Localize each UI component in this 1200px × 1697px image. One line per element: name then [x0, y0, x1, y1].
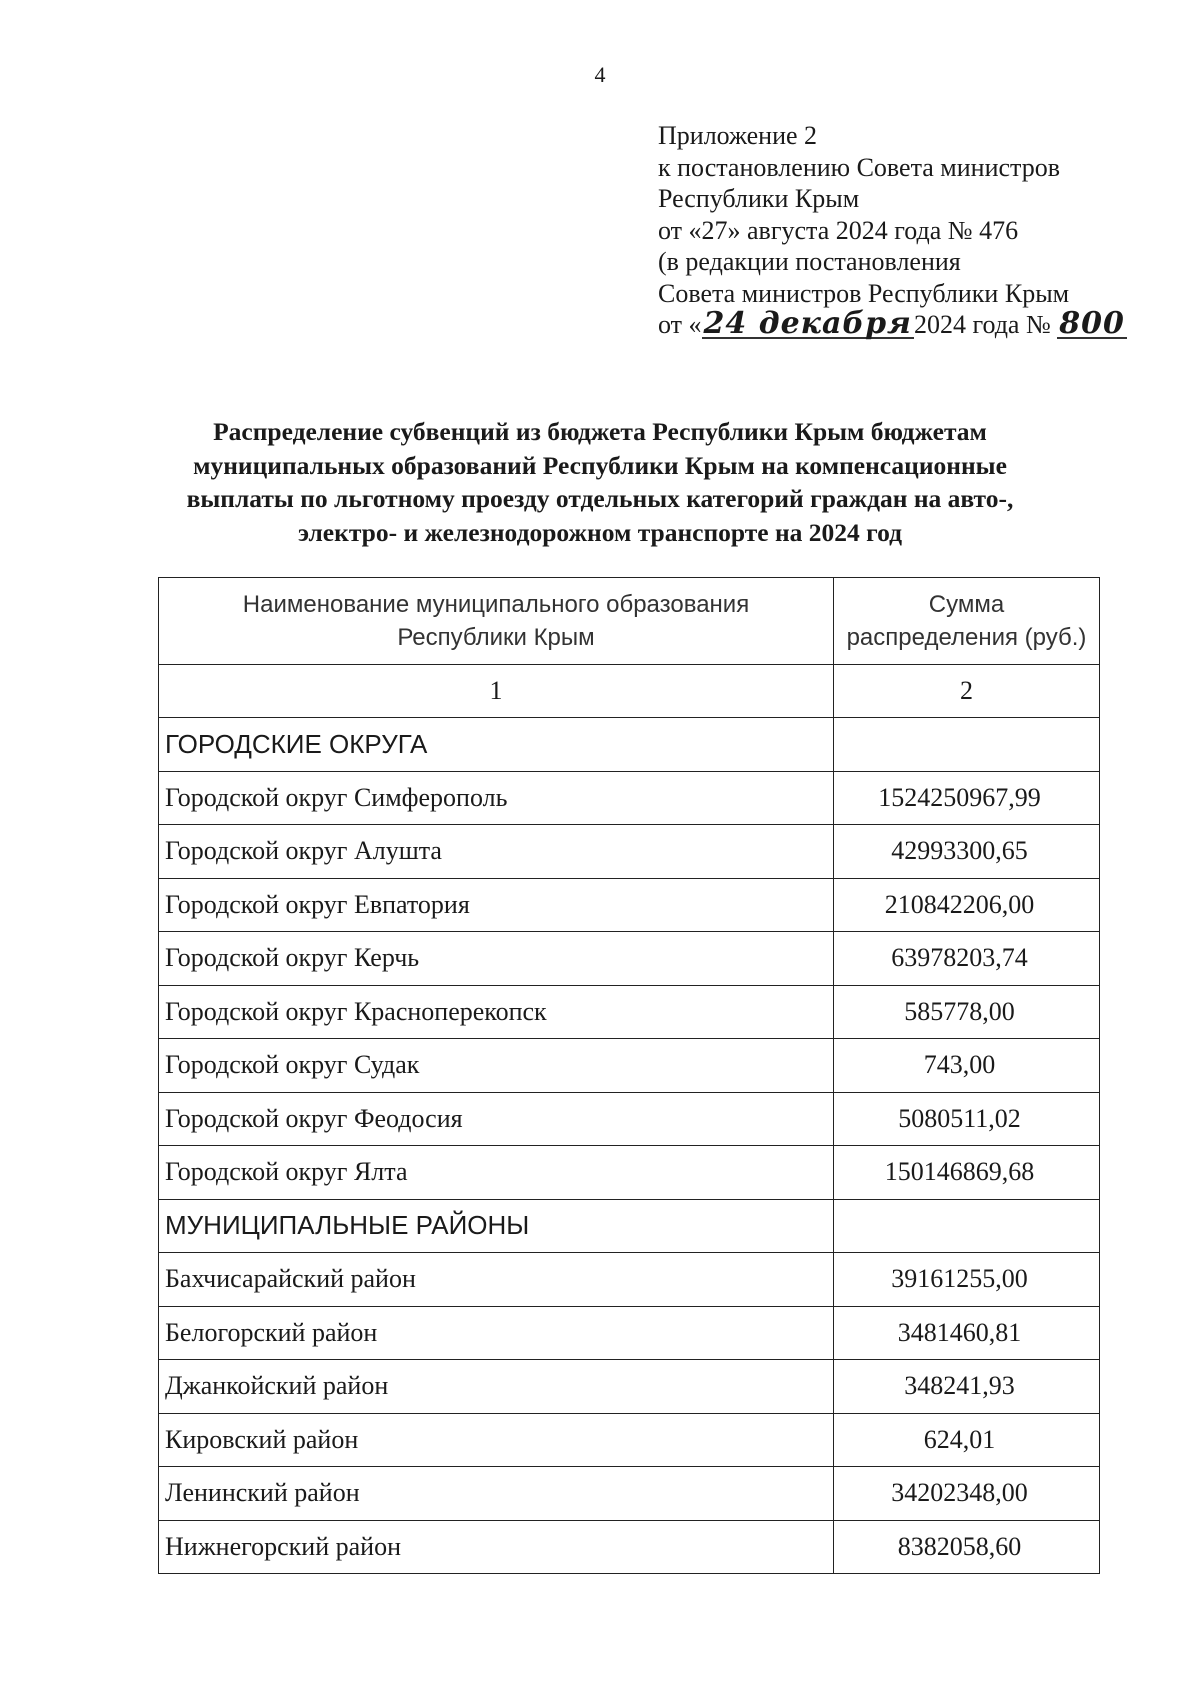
municipality-name: Городской округ Феодосия — [159, 1092, 834, 1146]
table-header-row — [159, 578, 1100, 665]
table-row — [159, 932, 1100, 986]
handwritten-date: 24 декабря — [703, 306, 912, 341]
table-row — [159, 1520, 1100, 1574]
table-row — [159, 1413, 1100, 1467]
table-row — [159, 1306, 1100, 1360]
distribution-amount: 1524250967,99 — [834, 771, 1100, 825]
title-line: электро- и железнодорожном транспорте на 2024 год — [297, 517, 903, 547]
title-line: муниципальных образований Республики Крым на компенсационные — [193, 450, 1007, 480]
distribution-amount: 3481460,81 — [834, 1306, 1100, 1360]
distribution-table — [158, 577, 1100, 1574]
municipality-name: Нижнегорский район — [159, 1520, 834, 1574]
municipality-name: Городской округ Симферополь — [159, 771, 834, 825]
distribution-amount: 585778,00 — [834, 985, 1100, 1039]
distribution-amount: 34202348,00 — [834, 1467, 1100, 1521]
title-line: Распределение субвенций из бюджета Республики Крым бюджетам — [213, 417, 987, 446]
table-row — [159, 1039, 1100, 1093]
distribution-amount: 42993300,65 — [834, 825, 1100, 879]
header-amount-line: Сумма — [928, 591, 1005, 618]
distribution-amount: 348241,93 — [834, 1360, 1100, 1414]
appendix-line: к постановлению Совета министров — [658, 152, 1060, 182]
municipality-name: Джанкойский район — [159, 1360, 834, 1414]
table-row — [159, 771, 1100, 825]
municipality-name: Белогорский район — [159, 1306, 834, 1360]
appendix-line: Совета министров Республики Крым — [658, 278, 1070, 308]
header-amount-line: распределения (руб.) — [846, 624, 1087, 651]
page-number: 4 — [594, 62, 606, 87]
handwritten-number: 800 — [1059, 306, 1125, 341]
appendix-block — [658, 120, 1127, 341]
municipality-name: Ленинский район — [159, 1467, 834, 1521]
header-municipality-line: Наименование муниципального образования — [242, 591, 750, 618]
distribution-amount: 5080511,02 — [834, 1092, 1100, 1146]
section-title: МУНИЦИПАЛЬНЫЕ РАЙОНЫ — [159, 1199, 834, 1253]
appendix-line: Приложение 2 — [658, 121, 818, 150]
header-municipality-line: Республики Крым — [397, 624, 595, 651]
column-number-row — [159, 665, 1100, 718]
section-amount-empty — [834, 1199, 1100, 1253]
distribution-amount: 8382058,60 — [834, 1520, 1100, 1574]
title-line: выплаты по льготному проезду отдельных категорий граждан на авто-, — [186, 484, 1014, 513]
table-row — [159, 878, 1100, 932]
table-row — [159, 985, 1100, 1039]
municipality-name: Городской округ Ялта — [159, 1146, 834, 1200]
appendix-line: от «27» августа 2024 года № 476 — [658, 215, 1019, 245]
distribution-amount: 624,01 — [834, 1413, 1100, 1467]
municipality-name: Городской округ Красноперекопск — [159, 985, 834, 1039]
municipality-name: Городской округ Керчь — [159, 932, 834, 986]
appendix-date-prefix: от « — [658, 310, 702, 339]
section-row — [159, 1199, 1100, 1253]
table-row — [159, 1467, 1100, 1521]
distribution-amount: 63978203,74 — [834, 932, 1100, 986]
municipality-name: Городской округ Евпатория — [159, 878, 834, 932]
header-amount — [834, 578, 1100, 665]
distribution-amount: 150146869,68 — [834, 1146, 1100, 1200]
appendix-date-mid: 2024 года № — [913, 310, 1051, 339]
distribution-amount: 39161255,00 — [834, 1253, 1100, 1307]
municipality-name: Городской округ Алушта — [159, 825, 834, 879]
municipality-name: Городской округ Судак — [159, 1039, 834, 1093]
distribution-amount: 743,00 — [834, 1039, 1100, 1093]
municipality-name: Бахчисарайский район — [159, 1253, 834, 1307]
section-title: ГОРОДСКИЕ ОКРУГА — [159, 718, 834, 772]
appendix-date-line — [658, 306, 1127, 341]
table-row — [159, 825, 1100, 879]
table-row — [159, 1146, 1100, 1200]
appendix-line: (в редакции постановления — [658, 247, 961, 276]
table-row — [159, 1092, 1100, 1146]
column-number: 1 — [159, 665, 834, 718]
section-row — [159, 718, 1100, 772]
municipality-name: Кировский район — [159, 1413, 834, 1467]
table-row — [159, 1360, 1100, 1414]
document-title — [130, 415, 1070, 549]
header-municipality — [159, 578, 834, 665]
section-amount-empty — [834, 718, 1100, 772]
table-row — [159, 1253, 1100, 1307]
appendix-line: Республики Крым — [658, 184, 860, 213]
distribution-amount: 210842206,00 — [834, 878, 1100, 932]
column-number: 2 — [834, 665, 1100, 718]
